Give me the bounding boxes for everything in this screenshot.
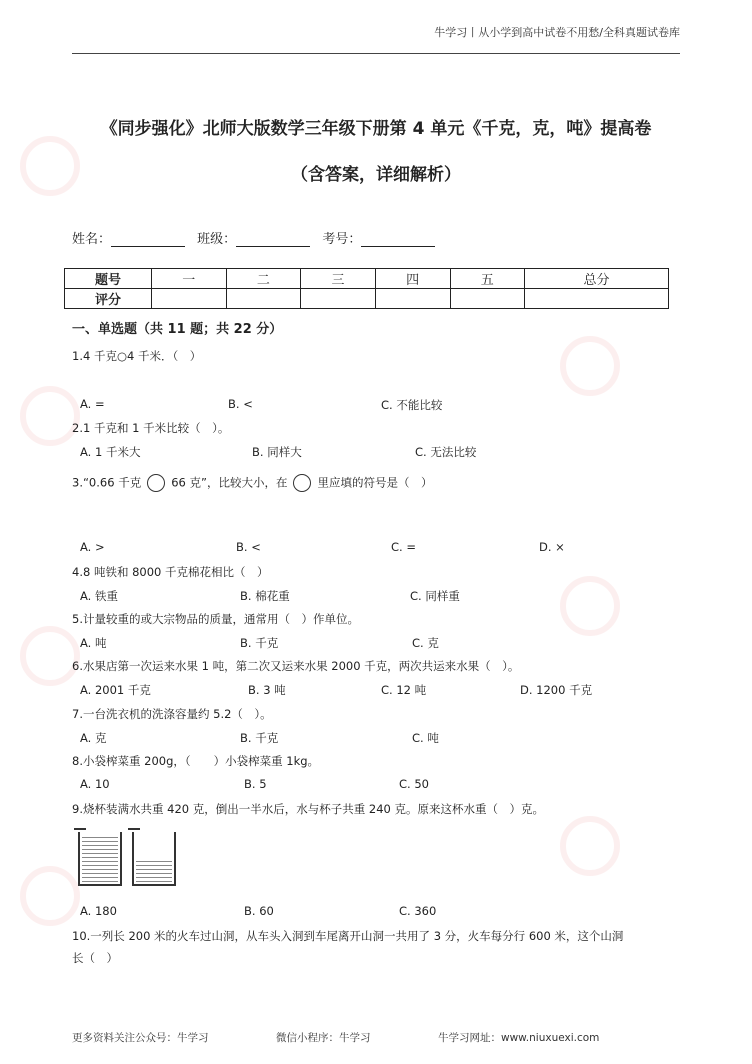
- score-table-score-row: [65, 289, 669, 309]
- option-b[interactable]: B. 3 吨: [248, 683, 286, 697]
- score-table-column: 五: [450, 269, 525, 289]
- option-c[interactable]: C. 360: [399, 904, 437, 918]
- score-table-header-row: [65, 269, 669, 289]
- question-stem: 9.烧杯装满水共重 420 克，倒出一半水后，水与杯子共重 240 克。原来这杯水重（ ）克。: [72, 802, 544, 816]
- option-c[interactable]: C. =: [391, 540, 416, 554]
- score-table-column: 二: [226, 269, 301, 289]
- question-stem: 2.1 千克和 1 千米比较（ ）。: [72, 421, 230, 435]
- full-beaker-image: [78, 832, 122, 886]
- class-label: 班级：: [197, 232, 237, 247]
- option-a[interactable]: A. 铁重: [80, 589, 118, 603]
- option-a[interactable]: A. 吨: [80, 636, 107, 650]
- option-b[interactable]: B. 千克: [240, 731, 279, 745]
- score-table-column: 四: [375, 269, 450, 289]
- option-b[interactable]: B. 棉花重: [240, 589, 290, 603]
- score-cell[interactable]: [375, 289, 450, 309]
- class-field[interactable]: [236, 232, 310, 247]
- score-cell[interactable]: [525, 289, 669, 309]
- blank-circle[interactable]: [147, 474, 165, 492]
- header-divider: [72, 53, 680, 54]
- half-beaker-image: [132, 832, 176, 886]
- watermark-logo: [20, 866, 80, 926]
- water-fill: [136, 858, 172, 882]
- option-c[interactable]: C. 克: [412, 636, 439, 650]
- option-d[interactable]: D. ×: [539, 540, 565, 554]
- option-a[interactable]: A. 1 千米大: [80, 445, 141, 459]
- score-cell[interactable]: [226, 289, 301, 309]
- question-stem-part: 里应填的符号是（ ）: [317, 475, 433, 490]
- option-c[interactable]: C. 50: [399, 777, 429, 791]
- watermark-logo: [560, 336, 620, 396]
- section-title: 一、单选题（共 11 题；共 22 分）: [72, 322, 283, 337]
- document-subtitle: （含答案，详细解析）: [291, 165, 461, 185]
- watermark-logo: [20, 386, 80, 446]
- document-title: 《同步强化》北师大版数学三年级下册第 4 单元《千克，克，吨》提高卷: [100, 119, 652, 139]
- option-c[interactable]: C. 无法比较: [415, 445, 477, 459]
- option-c[interactable]: C. 吨: [412, 731, 439, 745]
- question-stem-part: 3.“0.66 千克: [72, 475, 142, 490]
- option-a[interactable]: A. 克: [80, 731, 107, 745]
- score-cell[interactable]: [152, 289, 227, 309]
- option-c[interactable]: C. 同样重: [410, 589, 460, 603]
- option-d[interactable]: D. 1200 千克: [520, 683, 593, 697]
- question-stem: 10.一列长 200 米的火车过山洞，从车头入洞到车尾离开山洞一共用了 3 分，火车每分行 600 米，这个山洞: [72, 929, 624, 943]
- question-stem: 1.4 千克○4 千米．（ ）: [72, 349, 202, 363]
- score-table-column: 总分: [525, 269, 669, 289]
- option-a[interactable]: A. 2001 千克: [80, 683, 151, 697]
- option-a[interactable]: A. >: [80, 540, 105, 554]
- option-b[interactable]: B. 同样大: [252, 445, 302, 459]
- question-stem: 7.一台洗衣机的洗涤容量约 5.2（ ）。: [72, 707, 272, 721]
- score-table-column: 一: [152, 269, 227, 289]
- question-stem: 4.8 吨铁和 8000 千克棉花相比（ ）: [72, 565, 269, 579]
- watermark-logo: [20, 626, 80, 686]
- question-stem: 8.小袋榨菜重 200g，（ ）小袋榨菜重 1kg。: [72, 754, 320, 768]
- student-info: [72, 228, 443, 247]
- name-label: 姓名：: [72, 232, 112, 247]
- score-cell[interactable]: [450, 289, 525, 309]
- option-a[interactable]: A. 10: [80, 777, 110, 791]
- name-field[interactable]: [111, 232, 185, 247]
- exam-label: 考号：: [322, 232, 362, 247]
- score-table-row-label: 题号: [65, 269, 152, 289]
- option-a[interactable]: A. 180: [80, 904, 117, 918]
- footer-wechat-account: 更多资料关注公众号：牛学习: [72, 1032, 209, 1044]
- score-table: [64, 268, 669, 309]
- question-stem-part: 66 克”，比较大小，在: [171, 475, 288, 490]
- footer-website-link[interactable]: 牛学习网址：www.niuxuexi.com: [438, 1032, 600, 1044]
- blank-circle[interactable]: [293, 474, 311, 492]
- question-stem: 5.计量较重的或大宗物品的质量，通常用（ ）作单位。: [72, 612, 359, 626]
- watermark-logo: [560, 816, 620, 876]
- water-fill: [82, 836, 118, 882]
- score-table-column: 三: [301, 269, 376, 289]
- question-stem-continued: 长（ ）: [72, 951, 118, 965]
- score-cell[interactable]: [301, 289, 376, 309]
- page-header: 牛学习丨从小学到高中试卷不用愁/全科真题试卷库: [434, 26, 680, 39]
- option-a[interactable]: A. =: [80, 397, 105, 411]
- option-b[interactable]: B. 千克: [240, 636, 279, 650]
- option-b[interactable]: B. <: [228, 397, 253, 411]
- option-b[interactable]: B. <: [236, 540, 261, 554]
- watermark-logo: [560, 576, 620, 636]
- option-c[interactable]: C. 不能比较: [381, 398, 443, 412]
- option-b[interactable]: B. 5: [244, 777, 267, 791]
- question-stem: 6.水果店第一次运来水果 1 吨，第二次又运来水果 2000 千克，两次共运来水果（ ）。: [72, 659, 520, 673]
- option-b[interactable]: B. 60: [244, 904, 274, 918]
- score-table-row-label: 评分: [65, 289, 152, 309]
- option-c[interactable]: C. 12 吨: [381, 683, 427, 697]
- question-stem: [72, 474, 432, 492]
- footer-mini-program: 微信小程序：牛学习: [276, 1032, 371, 1044]
- exam-number-field[interactable]: [361, 232, 435, 247]
